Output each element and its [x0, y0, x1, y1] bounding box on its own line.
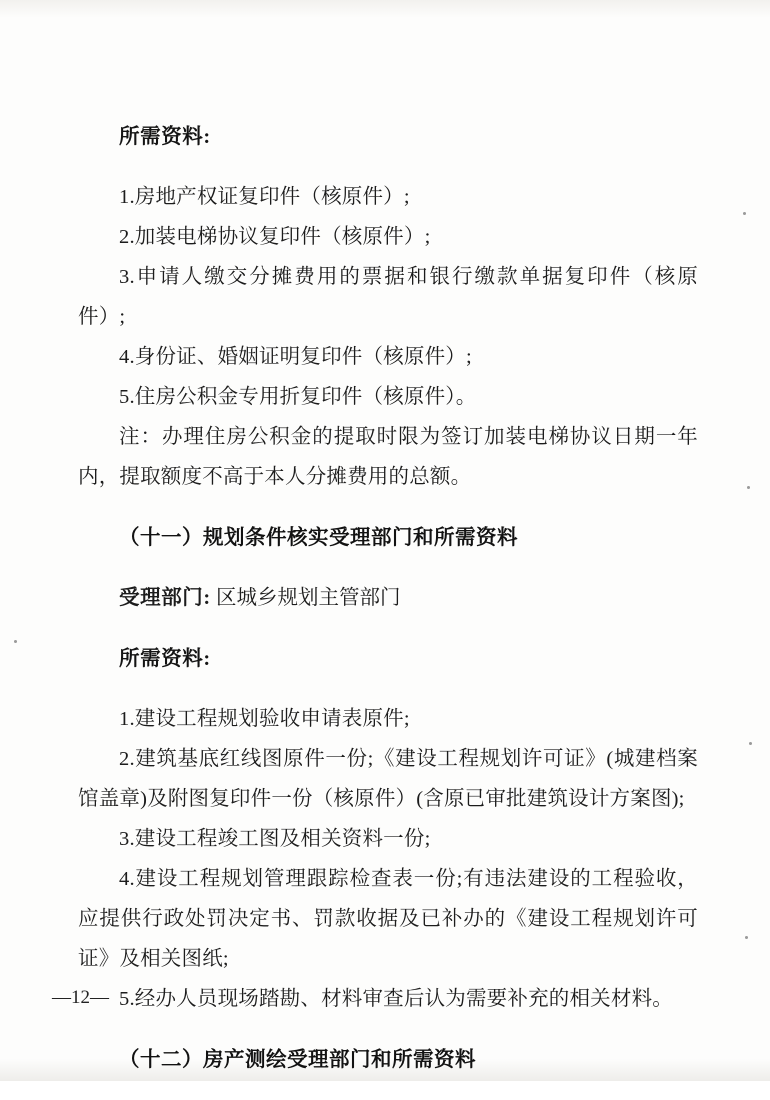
- list-item: 4.身份证、婚姻证明复印件（核原件）;: [119, 346, 472, 368]
- list-item: 2.建筑基底红线图原件一份;《建设工程规划许可证》(城建档案馆盖章)及附图复印件一份（核原件）(含原已审批建筑设计方案图);: [78, 748, 698, 810]
- scan-speck: [749, 742, 752, 745]
- page-top-edge: [0, 0, 770, 18]
- section-title-eleven: （十一）规划条件核实受理部门和所需资料: [119, 526, 518, 549]
- scan-speck: [14, 640, 17, 643]
- list-item: 1.建设工程规划验收申请表原件;: [119, 708, 410, 730]
- scan-speck: [745, 936, 748, 939]
- list-item: 2.加装电梯协议复印件（核原件）;: [119, 226, 431, 248]
- scan-speck: [747, 486, 750, 489]
- section-heading-required-materials-1: 所需资料:: [119, 125, 211, 148]
- section-title-twelve: （十二）房产测绘受理部门和所需资料: [119, 1048, 476, 1071]
- scan-speck: [743, 212, 746, 215]
- list-item: 4.建设工程规划管理跟踪检查表一份;有违法建设的工程验收，应提供行政处罚决定书、罚款收据及已补办的《建设工程规划许可证》及相关图纸;: [78, 868, 698, 970]
- list-item: 5.住房公积金专用折复印件（核原件）。: [119, 386, 477, 408]
- list-item: 3.申请人缴交分摊费用的票据和银行缴款单据复印件（核原件）;: [78, 266, 698, 328]
- list-item: 1.房地产权证复印件（核原件）;: [119, 186, 410, 208]
- document-body: [78, 96, 698, 1100]
- note-paragraph: 注：办理住房公积金的提取时限为签订加装电梯协议日期一年内，提取额度不高于本人分摊费用的总额。: [78, 426, 698, 488]
- page-number: —12—: [52, 987, 109, 1008]
- accepting-department-value: 区城乡规划主管部门: [215, 587, 401, 609]
- list-item: 3.建设工程竣工图及相关资料一份;: [119, 828, 431, 850]
- accepting-department-label: 受理部门:: [119, 587, 211, 609]
- section-heading-required-materials-2: 所需资料:: [119, 647, 211, 670]
- list-item: 5.经办人员现场踏勘、材料审查后认为需要补充的相关材料。: [119, 988, 673, 1010]
- accepting-department-line: [78, 578, 698, 618]
